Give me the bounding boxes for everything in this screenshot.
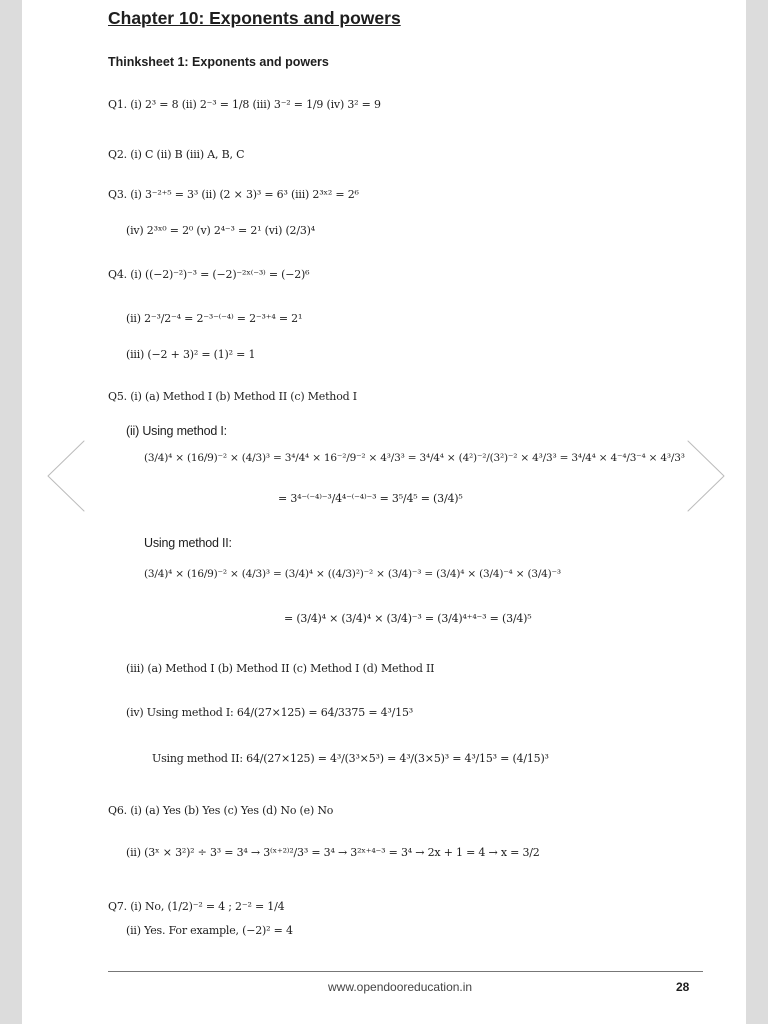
answer-line-q4b: (ii) 2⁻³/2⁻⁴ = 2⁻³⁻⁽⁻⁴⁾ = 2⁻³⁺⁴ = 2¹ (126, 312, 303, 325)
chevron-right-icon (676, 435, 734, 517)
chapter-title: Chapter 10: Exponents and powers (108, 8, 401, 28)
page-number: 28 (676, 980, 690, 994)
answer-line-q5g: = (3/4)⁴ × (3/4)⁴ × (3/4)⁻³ = (3/4)⁴⁺⁴⁻³ = (3/4)⁵ (284, 612, 532, 625)
next-page-button[interactable] (676, 435, 734, 517)
answer-line-q2: Q2. (i) C (ii) B (iii) A, B, C (108, 148, 245, 161)
answer-line-q5c: (3/4)⁴ × (16/9)⁻² × (4/3)³ = 3⁴/4⁴ × 16⁻²/9⁻² × 4³/3³ = 3⁴/4⁴ × (4²)⁻²/(3²)⁻² × 4³/3³ = 3⁴/4⁴ × 4⁻⁴/3⁻⁴ × 4³/3³ (144, 452, 685, 464)
document-page (22, 0, 746, 1024)
answer-line-q6b: (ii) (3ˣ × 3²)² ÷ 3³ = 3⁴ → 3⁽ˣ⁺²⁾²/3³ = 3⁴ → 3²ˣ⁺⁴⁻³ = 3⁴ → 2x + 1 = 4 → x = 3/2 (126, 846, 540, 859)
footer-divider (108, 971, 703, 972)
answer-line-q1: Q1. (i) 2³ = 8 (ii) 2⁻³ = 1/8 (iii) 3⁻² = 1/9 (iv) 3² = 9 (108, 98, 381, 111)
answer-line-q5i: (iv) Using method I: 64/(27×125) = 64/3375 = 4³/15³ (126, 706, 413, 719)
previous-page-button[interactable] (38, 435, 96, 517)
answer-line-q7b: (ii) Yes. For example, (−2)² = 4 (126, 924, 293, 937)
footer-url: www.opendooreducation.in (328, 980, 473, 994)
answer-line-q5b: (ii) Using method I: (126, 424, 227, 438)
answer-line-q3b: (iv) 2³ˣ⁰ = 2⁰ (v) 2⁴⁻³ = 2¹ (vi) (2/3)⁴ (126, 224, 315, 237)
chevron-left-icon (38, 435, 96, 517)
thinksheet-title: Thinksheet 1: Exponents and powers (108, 55, 329, 69)
answer-line-q5d: = 3⁴⁻⁽⁻⁴⁾⁻³/4⁴⁻⁽⁻⁴⁾⁻³ = 3⁵/4⁵ = (3/4)⁵ (278, 492, 463, 505)
answer-line-q4c: (iii) (−2 + 3)² = (1)² = 1 (126, 348, 256, 361)
answer-line-q5f: (3/4)⁴ × (16/9)⁻² × (4/3)³ = (3/4)⁴ × ((4/3)²)⁻² × (3/4)⁻³ = (3/4)⁴ × (3/4)⁻⁴ × (3/4)⁻³ (144, 568, 561, 580)
answer-line-q5e: Using method II: (144, 536, 232, 550)
answer-line-q6a: Q6. (i) (a) Yes (b) Yes (c) Yes (d) No (e) No (108, 804, 334, 817)
answer-line-q7a: Q7. (i) No, (1/2)⁻² = 4 ; 2⁻² = 1/4 (108, 900, 285, 913)
answer-line-q4a: Q4. (i) ((−2)⁻²)⁻³ = (−2)⁻²ˣ⁽⁻³⁾ = (−2)⁶ (108, 268, 310, 281)
answer-line-q5j: Using method II: 64/(27×125) = 4³/(3³×5³) = 4³/(3×5)³ = 4³/15³ = (4/15)³ (152, 752, 549, 765)
answer-line-q5h: (iii) (a) Method I (b) Method II (c) Method I (d) Method II (126, 662, 435, 675)
answer-line-q5a: Q5. (i) (a) Method I (b) Method II (c) Method I (108, 390, 357, 403)
answer-line-q3a: Q3. (i) 3⁻²⁺⁵ = 3³ (ii) (2 × 3)³ = 6³ (iii) 2³ˣ² = 2⁶ (108, 188, 359, 201)
